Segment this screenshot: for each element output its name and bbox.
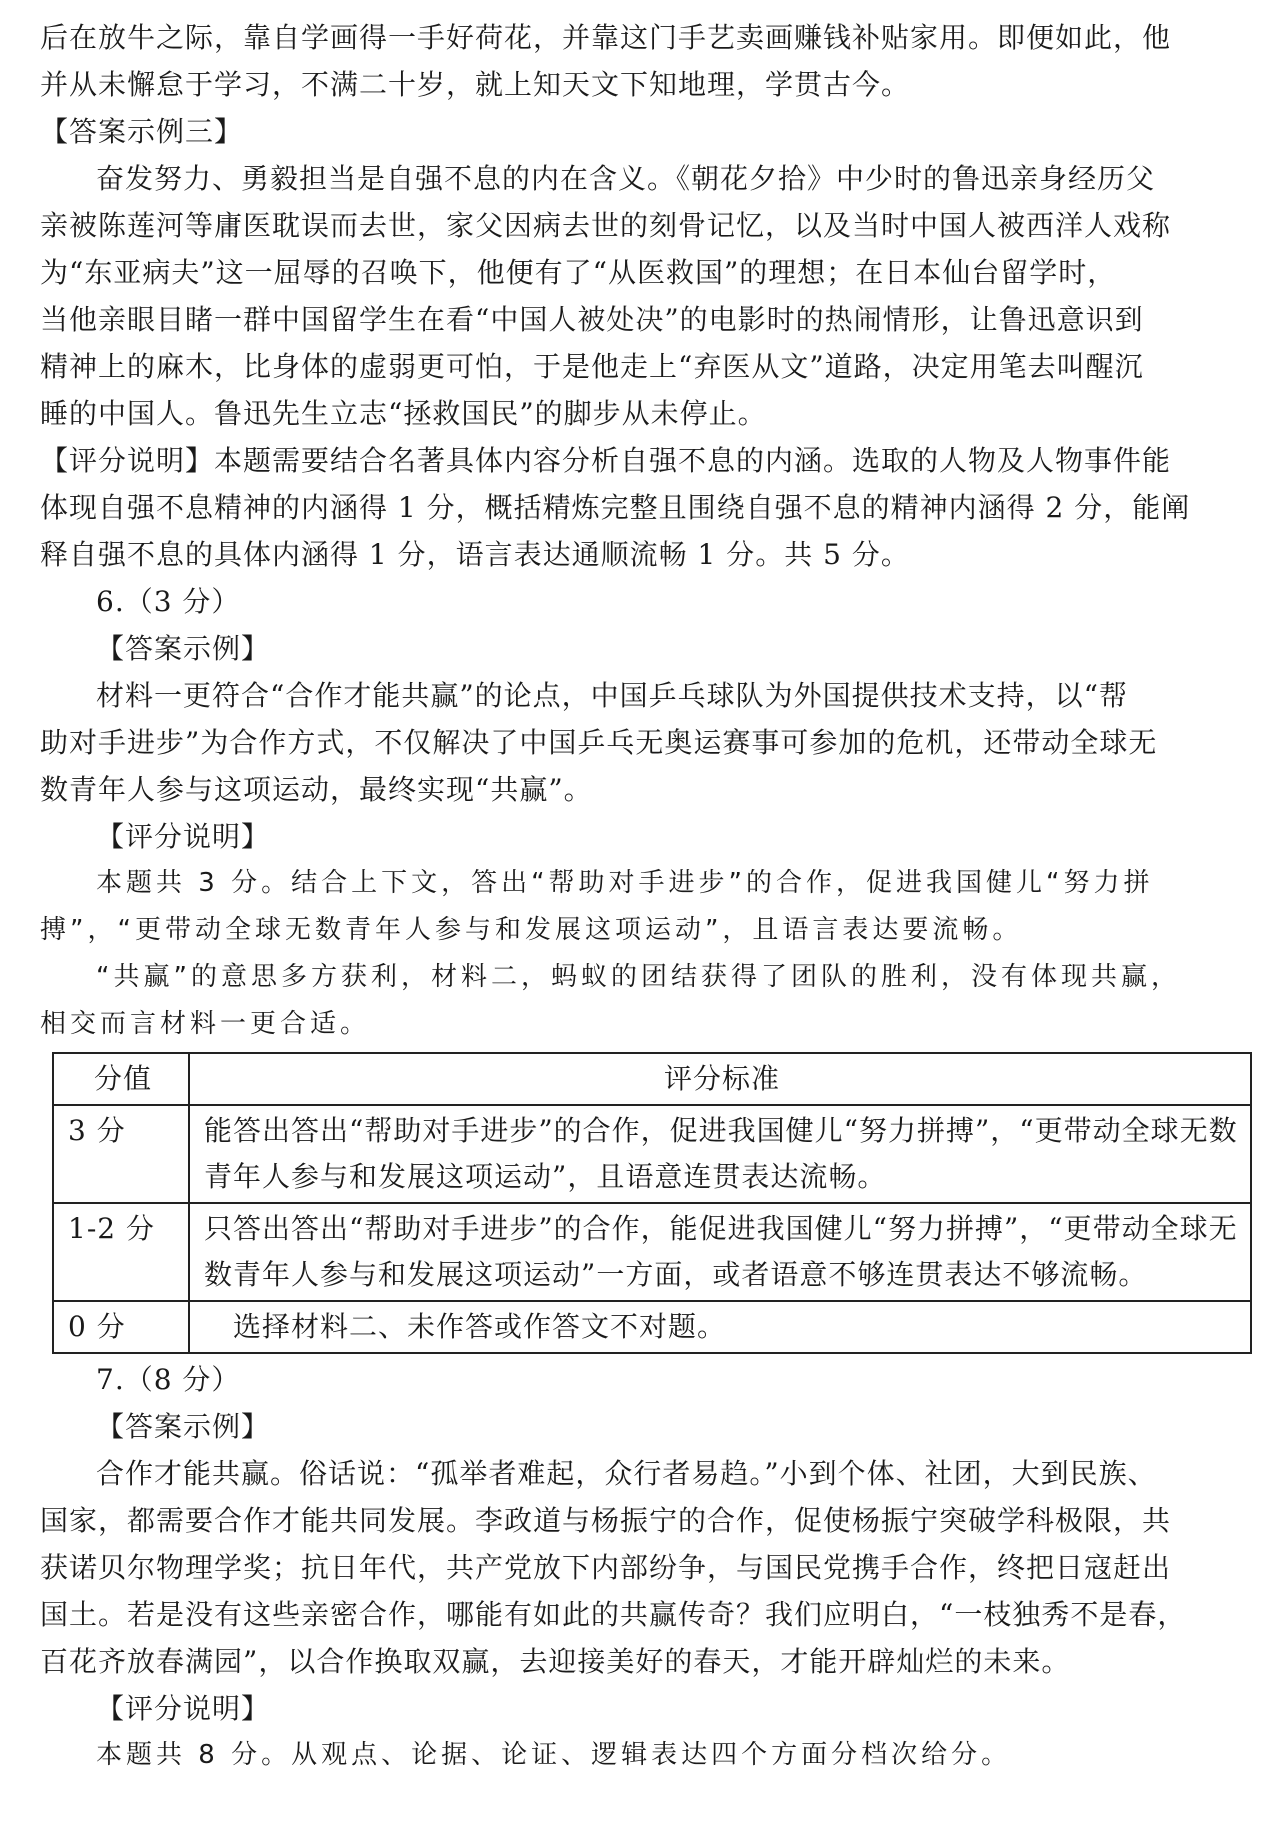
table-row — [53, 1203, 1251, 1301]
section-heading-scoring: 【评分说明】 — [96, 820, 271, 853]
text-line: “共赢”的意思多方获利，材料二，蚂蚁的团结获得了团队的胜利，没有体现共赢， — [96, 962, 1181, 992]
table-cell-criteria: 只答出答出“帮助对手进步”的合作，能促进我国健儿“努力拼搏”，“更带动全球无数青年人参与和发展这项运动”一方面，或者语意不够连贯表达不够流畅。 — [189, 1203, 1251, 1301]
question-number-6: 6.（3 分） — [96, 585, 241, 618]
table-cell-score: 3 分 — [53, 1105, 189, 1203]
text-line: 亲被陈莲河等庸医耽误而去世，家父因病去世的刻骨记忆，以及当时中国人被西洋人戏称 — [40, 209, 1172, 242]
text-line: 释自强不息的具体内涵得 1 分，语言表达通顺流畅 1 分。共 5 分。 — [40, 538, 910, 571]
text-line: 助对手进步”为合作方式，不仅解决了中国乒乓无奥运赛事可参加的危机，还带动全球无 — [40, 726, 1158, 759]
table-cell-score: 0 分 — [53, 1301, 189, 1353]
text-line: 体现自强不息精神的内涵得 1 分，概括精炼完整且围绕自强不息的精神内涵得 2 分，能阐 — [40, 491, 1191, 524]
text-line: 并从未懈怠于学习，不满二十岁，就上知天文下知地理，学贯古今。 — [40, 68, 911, 101]
text-line: 国家，都需要合作才能共同发展。李政道与杨振宁的合作，促使杨振宁突破学科极限，共 — [40, 1504, 1172, 1537]
question-number-7: 7.（8 分） — [96, 1363, 241, 1396]
text-line: 百花齐放春满园”，以合作换取双赢，去迎接美好的春天，才能开辟灿烂的未来。 — [40, 1645, 1071, 1678]
table-header-criteria: 评分标准 — [189, 1053, 1251, 1105]
text-line: 睡的中国人。鲁迅先生立志“拯救国民”的脚步从未停止。 — [40, 397, 767, 430]
text-line: 奋发努力、勇毅担当是自强不息的内在含义。《朝花夕拾》中少时的鲁迅亲身经历父 — [96, 162, 1156, 195]
scoring-note-q5: 【评分说明】本题需要结合名著具体内容分析自强不息的内涵。选取的人物及人物事件能 — [40, 444, 1172, 477]
scoring-table — [52, 1052, 1252, 1354]
table-header-row — [53, 1053, 1251, 1105]
text-line: 后在放牛之际，靠自学画得一手好荷花，并靠这门手艺卖画赚钱补贴家用。即便如此，他 — [40, 21, 1172, 54]
text-line: 本题共 3 分。结合上下文，答出“帮助对手进步”的合作，促进我国健儿“努力拼 — [96, 868, 1154, 898]
text-line: 获诺贝尔物理学奖；抗日年代，共产党放下内部纷争，与国民党携手合作，终把日寇赶出 — [40, 1551, 1172, 1584]
text-line: 相交而言材料一更合适。 — [40, 1009, 371, 1039]
text-line: 国土。若是没有这些亲密合作，哪能有如此的共赢传奇？我们应明白，“一枝独秀不是春， — [40, 1598, 1187, 1631]
table-cell-criteria: 能答出答出“帮助对手进步”的合作，促进我国健儿“努力拼搏”，“更带动全球无数青年人参与和发展这项运动”，且语意连贯表达流畅。 — [189, 1105, 1251, 1203]
section-heading-example: 【答案示例】 — [96, 1410, 271, 1443]
text-line: 搏”，“更带动全球无数青年人参与和发展这项运动”，且语言表达要流畅。 — [40, 915, 1023, 945]
text-line: 本题共 8 分。从观点、论据、论证、逻辑表达四个方面分档次给分。 — [96, 1740, 1012, 1770]
table-row — [53, 1105, 1251, 1203]
section-heading-example: 【答案示例】 — [96, 632, 271, 665]
table-row — [53, 1301, 1251, 1353]
section-heading-scoring: 【评分说明】 — [96, 1692, 271, 1725]
text-line: 为“东亚病夫”这一屈辱的召唤下，他便有了“从医救国”的理想；在日本仙台留学时， — [40, 256, 1117, 289]
text-line: 材料一更符合“合作才能共赢”的论点，中国乒乓球队为外国提供技术支持，以“帮 — [96, 679, 1128, 712]
text-line: 数青年人参与这项运动，最终实现“共赢”。 — [40, 773, 593, 806]
text-line: 精神上的麻木，比身体的虚弱更可怕，于是他走上“弃医从文”道路，决定用笔去叫醒沉 — [40, 350, 1144, 383]
table-header-score: 分值 — [53, 1053, 189, 1105]
text-line: 当他亲眼目睹一群中国留学生在看“中国人被处决”的电影时的热闹情形，让鲁迅意识到 — [40, 303, 1144, 336]
table-cell-score: 1-2 分 — [53, 1203, 189, 1301]
table-cell-criteria: 选择材料二、未作答或作答文不对题。 — [189, 1301, 1251, 1353]
text-line: 合作才能共赢。俗话说：“孤举者难起，众行者易趋。”小到个体、社团，大到民族、 — [96, 1457, 1157, 1490]
section-heading-example3: 【答案示例三】 — [40, 115, 244, 148]
